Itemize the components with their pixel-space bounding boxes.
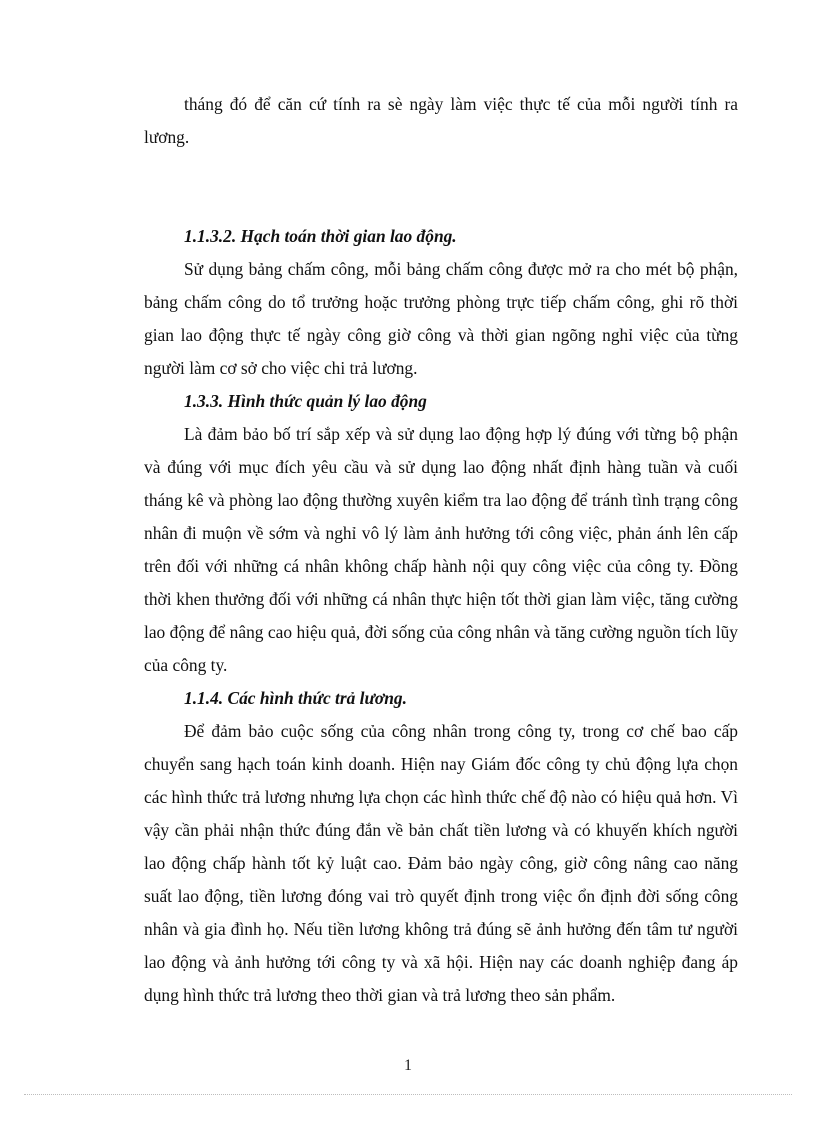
page-content (144, 88, 738, 1012)
section-heading-time-accounting: 1.1.3.2. Hạch toán thời gian lao động. (184, 226, 457, 246)
section-paragraph-payment-forms: Để đảm bảo cuộc sống của công nhân trong công ty, trong cơ chế bao cấp chuyển sang hạch toán kinh doanh. Hiện nay Giám đốc công ty chủ động lựa chọn các hình thức trả lương nhưng lựa chọn các hình thức chế độ nào có hiệu quả hơn. Vì vậy cần phải nhận thức đúng đắn về bản chất tiền lương và có khuyến khích người lao động chấp hành tốt kỷ luật cao. Đảm bảo ngày công, giờ công nâng cao năng suất lao động, tiền lương đóng vai trò quyết định trong việc ổn định đời sống công nhân và gia đình họ. Nếu tiền lương không trả đúng sẽ ảnh hưởng đến tâm tư người lao động và ảnh hưởng tới công ty và xã hội. Hiện nay các doanh nghiệp đang áp dụng hình thức trả lương theo thời gian và trả lương theo sản phẩm. (144, 721, 738, 1005)
intro-paragraph: tháng đó để căn cứ tính ra sè ngày làm việc thực tế của mỗi người tính ra lương. (144, 94, 738, 147)
section-heading-labor-management: 1.3.3. Hình thức quản lý lao động (184, 391, 427, 411)
section-heading-payment-forms: 1.1.4. Các hình thức trả lương. (184, 688, 407, 708)
paragraph-spacer (144, 154, 738, 220)
section-paragraph-time-accounting: Sử dụng bảng chấm công, mỗi bảng chấm công được mở ra cho mét bộ phận, bảng chấm công do tổ trưởng hoặc trưởng phòng trực tiếp chấm công, ghi rõ thời gian lao động thực tế ngày công giờ công và thời gian ngõng nghỉ việc của từng người làm cơ sở cho việc chi trả lương. (144, 259, 738, 378)
section-paragraph-labor-management: Là đảm bảo bố trí sắp xếp và sử dụng lao động hợp lý đúng với từng bộ phận và đúng với mục đích yêu cầu và sử dụng lao động nhất định hàng tuần và cuối tháng kê và phòng lao động thường xuyên kiểm tra lao động để tránh tình trạng công nhân đi muộn về sớm và nghỉ vô lý làm ảnh hưởng tới công việc, phản ánh lên cấp trên đối với những cá nhân không chấp hành nội quy công việc của công ty. Đồng thời khen thưởng đối với những cá nhân thực hiện tốt thời gian làm việc, tăng cường lao động để nâng cao hiệu quả, đời sống của công nhân và tăng cường nguồn tích lũy của công ty. (144, 424, 738, 675)
page-number: 1 (404, 1057, 412, 1074)
page-bottom-dotted-rule (24, 1094, 792, 1095)
